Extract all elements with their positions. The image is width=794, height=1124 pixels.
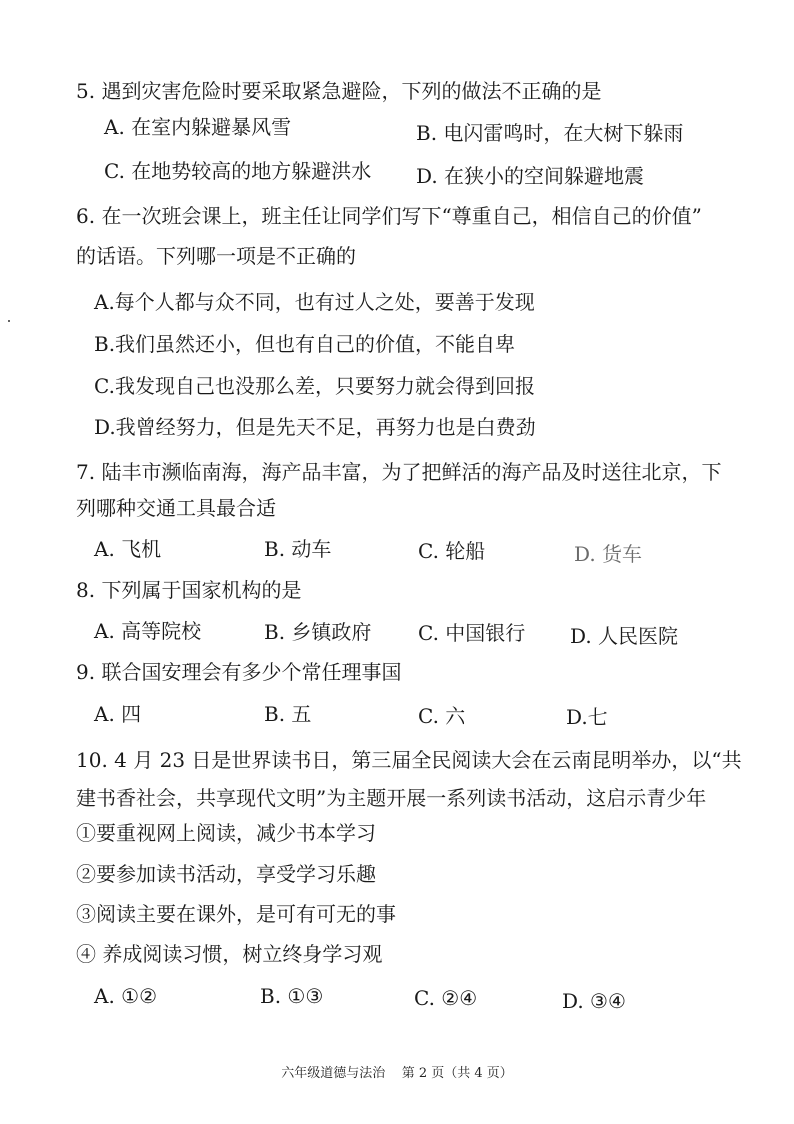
question-9-option-b: B. 五 bbox=[264, 702, 312, 726]
question-5-stem: 5. 遇到灾害危险时要采取紧急避险，下列的做法不正确的是 bbox=[76, 79, 602, 103]
question-7-stem-line-2: 列哪种交通工具最合适 bbox=[76, 496, 276, 520]
footer-subject: 六年级道德与法治 bbox=[281, 1066, 386, 1081]
question-10-statement-4: ④ 养成阅读习惯，树立终身学习观 bbox=[76, 942, 383, 966]
question-5-option-a: A. 在室内躲避暴风雪 bbox=[104, 115, 292, 139]
question-6-stem-line-1: 6. 在一次班会课上，班主任让同学们写下“尊重自己，相信自己的价值” bbox=[76, 204, 702, 228]
question-10-option-b: B. ①③ bbox=[260, 984, 324, 1008]
question-7-option-c: C. 轮船 bbox=[418, 539, 486, 563]
question-8-option-d: D. 人民医院 bbox=[570, 624, 679, 648]
question-8-stem: 8. 下列属于国家机构的是 bbox=[76, 578, 302, 602]
question-6-option-a: A.每个人都与众不同，也有过人之处，要善于发现 bbox=[94, 290, 535, 314]
question-9-stem: 9. 联合国安理会有多少个常任理事国 bbox=[76, 660, 402, 684]
question-6-option-b: B.我们虽然还小，但也有自己的价值，不能自卑 bbox=[94, 332, 516, 356]
question-6-stem-line-2: 的话语。下列哪一项是不正确的 bbox=[76, 244, 356, 268]
question-7-option-a: A. 飞机 bbox=[94, 537, 162, 561]
question-10-option-a: A. ①② bbox=[94, 984, 158, 1008]
question-5-option-b: B. 电闪雷鸣时，在大树下躲雨 bbox=[416, 121, 684, 145]
question-9-option-d: D.七 bbox=[566, 705, 608, 729]
question-9-option-a: A. 四 bbox=[94, 702, 142, 726]
question-10-statement-1: ①要重视网上阅读，减少书本学习 bbox=[76, 821, 376, 845]
question-10-option-d: D. ③④ bbox=[562, 989, 626, 1013]
question-9-option-c: C. 六 bbox=[418, 704, 466, 728]
scan-speck bbox=[8, 320, 10, 322]
question-10-statement-3: ③阅读主要在课外，是可有可无的事 bbox=[76, 902, 396, 926]
question-7-stem-line-1: 7. 陆丰市濒临南海，海产品丰富，为了把鲜活的海产品及时送往北京，下 bbox=[76, 460, 722, 484]
question-5-option-c: C. 在地势较高的地方躲避洪水 bbox=[104, 159, 372, 183]
question-6-option-c: C.我发现自己也没那么差，只要努力就会得到回报 bbox=[94, 374, 535, 398]
question-10-stem-line-2: 建书香社会，共享现代文明”为主题开展一系列读书活动，这启示青少年 bbox=[76, 786, 707, 810]
question-8-option-b: B. 乡镇政府 bbox=[264, 620, 372, 644]
question-7-option-b: B. 动车 bbox=[264, 537, 332, 561]
question-6-option-d: D.我曾经努力，但是先天不足，再努力也是白费劲 bbox=[94, 415, 536, 439]
question-10-stem-line-1: 10. 4 月 23 日是世界读书日，第三届全民阅读大会在云南昆明举办，以“共 bbox=[76, 748, 742, 772]
page-footer bbox=[0, 1062, 794, 1081]
question-8-option-a: A. 高等院校 bbox=[94, 619, 202, 643]
question-10-option-c: C. ②④ bbox=[414, 986, 478, 1010]
question-8-option-c: C. 中国银行 bbox=[418, 621, 526, 645]
question-10-statement-2: ②要参加读书活动，享受学习乐趣 bbox=[76, 862, 376, 886]
question-7-option-d: D. 货车 bbox=[574, 542, 643, 566]
question-5-option-d: D. 在狭小的空间躲避地震 bbox=[416, 164, 645, 188]
footer-page-number: 第 2 页（共 4 页） bbox=[401, 1066, 513, 1081]
